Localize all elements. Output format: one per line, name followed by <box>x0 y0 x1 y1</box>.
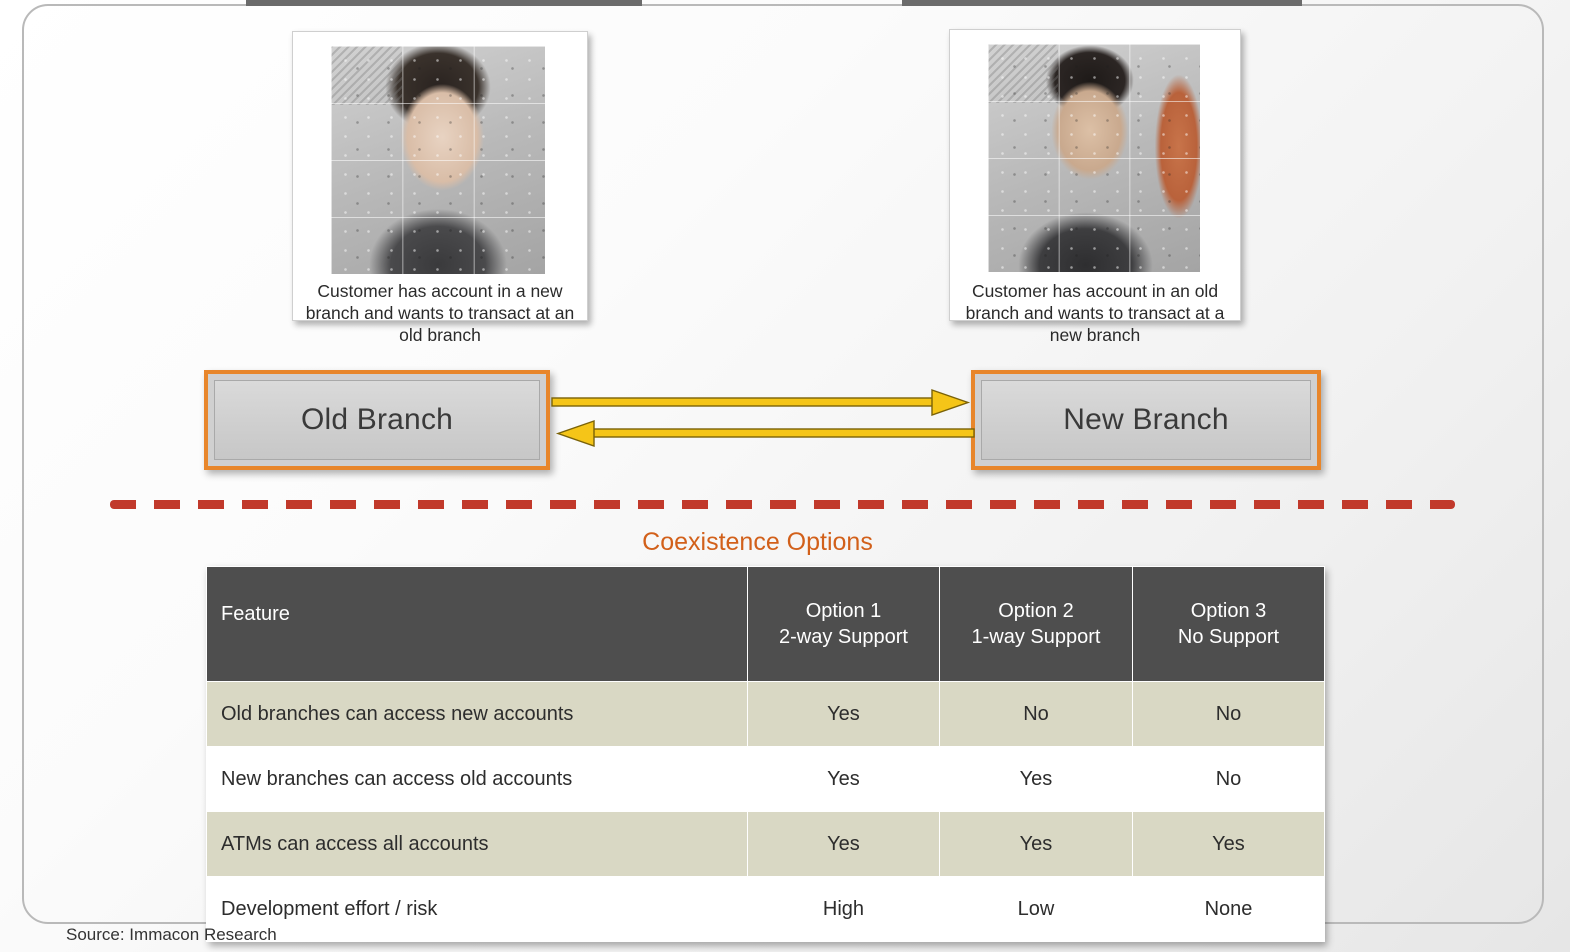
header-option-2-line2: 1-way Support <box>971 626 1101 648</box>
coexistence-table <box>206 566 1325 942</box>
photo-grid-right <box>988 44 1200 272</box>
header-feature: Feature <box>207 567 748 682</box>
table-row <box>207 747 1325 812</box>
persona-caption-left: Customer has account in a new branch and wants to transact at an old branch <box>305 281 575 345</box>
table-header <box>207 567 1325 682</box>
header-option-3 <box>1133 567 1325 682</box>
persona-photo-right <box>988 44 1200 272</box>
row-0-option-1: Yes <box>748 682 940 747</box>
row-3-option-3: None <box>1133 877 1325 942</box>
row-0-option-2: No <box>940 682 1133 747</box>
row-3-option-2: Low <box>940 877 1133 942</box>
header-option-2 <box>940 567 1133 682</box>
persona-caption-right: Customer has account in an old branch and wants to transact at a new branch <box>965 281 1225 345</box>
table-row <box>207 877 1325 942</box>
header-option-3-line1: Option 3 <box>1190 600 1267 622</box>
photo-grid-left <box>331 46 545 274</box>
header-option-1-line1: Option 1 <box>805 600 882 622</box>
table-row <box>207 682 1325 747</box>
top-bar-right <box>902 0 1302 6</box>
row-1-option-1: Yes <box>748 747 940 812</box>
header-option-1-line2: 2-way Support <box>779 626 908 648</box>
row-3-option-1: High <box>748 877 940 942</box>
row-2-option-1: Yes <box>748 812 940 877</box>
row-1-feature: New branches can access old accounts <box>207 747 748 812</box>
persona-card-left <box>292 31 588 345</box>
row-2-option-2: Yes <box>940 812 1133 877</box>
dashed-separator <box>110 500 1455 509</box>
branch-arrows <box>548 385 978 455</box>
persona-photo-left <box>331 46 545 274</box>
row-1-option-3: No <box>1133 747 1325 812</box>
header-option-2-line1: Option 2 <box>998 600 1074 622</box>
row-2-option-3: Yes <box>1133 812 1325 877</box>
row-1-option-2: Yes <box>940 747 1133 812</box>
table-row <box>207 812 1325 877</box>
row-0-option-3: No <box>1133 682 1325 747</box>
section-title: Coexistence Options <box>642 528 873 556</box>
top-bar-left <box>246 0 642 6</box>
row-3-feature: Development effort / risk <box>207 877 748 942</box>
row-2-feature: ATMs can access all accounts <box>207 812 748 877</box>
header-option-3-line2: No Support <box>1177 626 1280 648</box>
table-header-row <box>207 567 1325 682</box>
persona-card-right <box>949 29 1241 345</box>
coexistence-table-wrapper <box>206 566 1324 942</box>
old-branch-box[interactable] <box>204 370 550 470</box>
row-0-feature: Old branches can access new accounts <box>207 682 748 747</box>
new-branch-box[interactable] <box>971 370 1321 470</box>
source-note: Source: Immacon Research <box>66 925 277 944</box>
new-branch-label: New Branch <box>1063 403 1229 436</box>
header-option-1 <box>748 567 940 682</box>
table-body <box>207 682 1325 942</box>
old-branch-label: Old Branch <box>300 403 454 436</box>
